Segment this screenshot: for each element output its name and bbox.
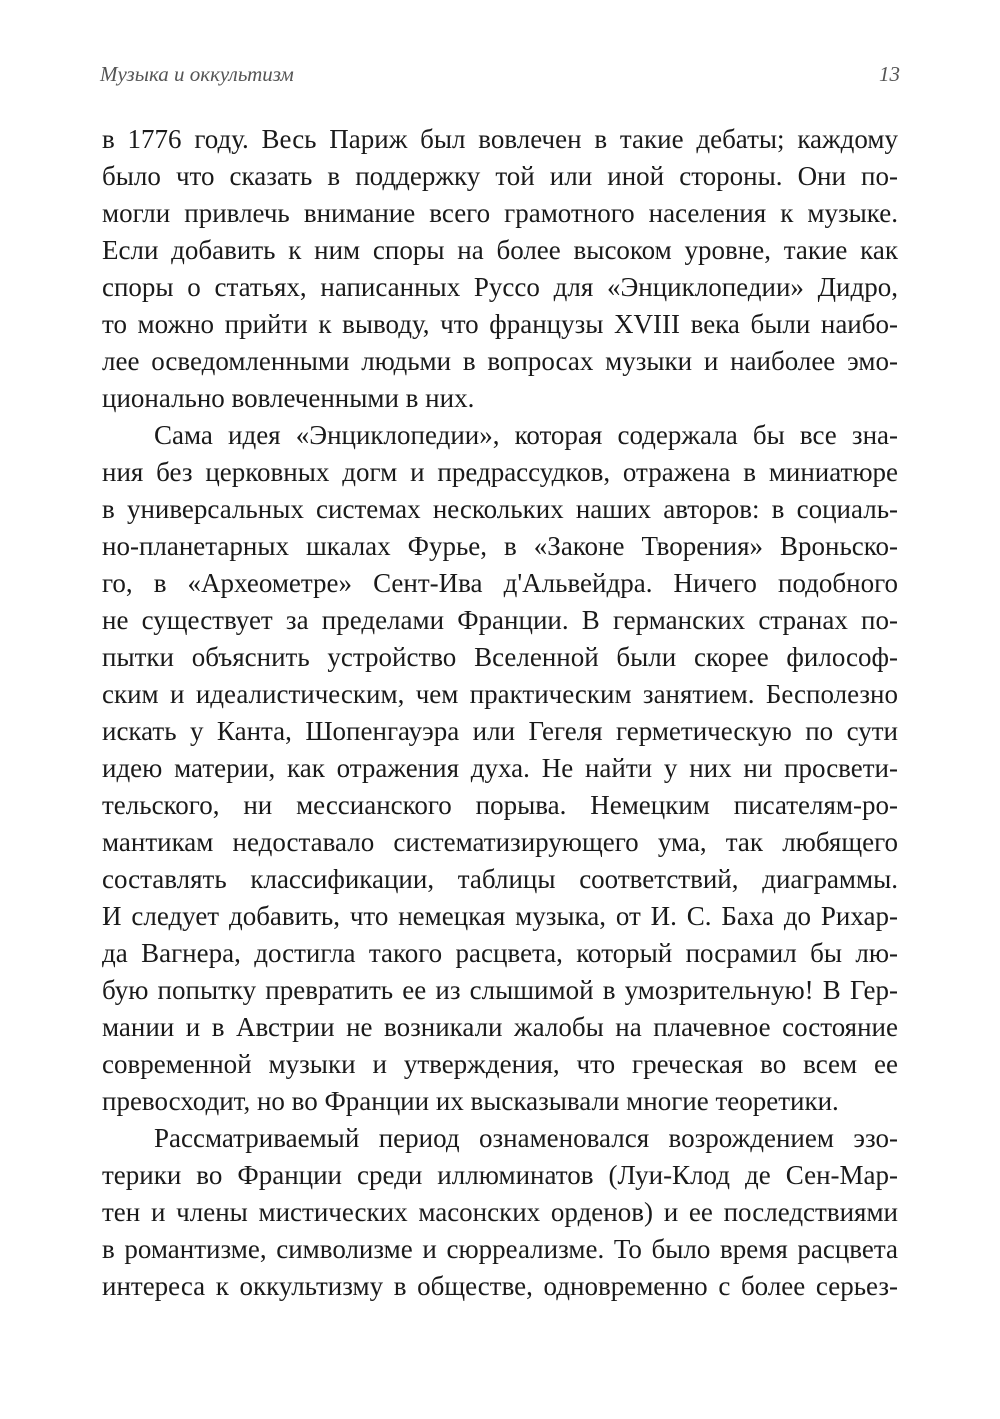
- text-line: в 1776 году. Весь Париж был вовлечен в такие дебаты; каждому: [102, 124, 898, 154]
- text-line: искать у Канта, Шопенгауэра или Гегеля герметическую по сути: [102, 716, 898, 746]
- text-line: в универсальных системах нескольких наших авторов: в социаль-: [102, 494, 898, 524]
- text-line: но-планетарных шкалах Фурье, в «Законе Творения» Вроньско-: [102, 531, 898, 561]
- page-number: 13: [879, 62, 900, 86]
- paragraph-3: [102, 1120, 898, 1305]
- text-line: споры о статьях, написанных Руссо для «Энциклопедии» Дидро,: [102, 272, 898, 302]
- running-head: [100, 62, 900, 90]
- text-line: в романтизме, символизме и сюрреализме. То было время расцвета: [102, 1234, 898, 1264]
- text-line: превосходит, но во Франции их высказывали многие теоретики.: [102, 1086, 839, 1116]
- text-line: го, в «Археометре» Сент-Ива д'Альвейдра. Ничего подобного: [102, 568, 898, 598]
- running-title: Музыка и оккультизм: [100, 62, 294, 86]
- text-line: не существует за пределами Франции. В германских странах по-: [102, 605, 898, 635]
- text-line: ским и идеалистическим, чем практическим занятием. Бесполезно: [102, 679, 898, 709]
- text-line: Если добавить к ним споры на более высоком уровне, такие как: [102, 235, 898, 265]
- text-line: интереса к оккультизму в обществе, одновременно с более серьез-: [102, 1271, 898, 1301]
- text-line: идею материи, как отражения духа. Не найти у них ни просвети-: [102, 753, 898, 783]
- text-line: да Вагнера, достигла такого расцвета, который посрамил бы лю-: [102, 938, 898, 968]
- text-line: то можно прийти к выводу, что французы XVIII века были наибо-: [102, 309, 898, 339]
- text-line: могли привлечь внимание всего грамотного населения к музыке.: [102, 198, 898, 228]
- text-line: лее осведомленными людьми в вопросах музыки и наиболее эмо-: [102, 346, 898, 376]
- text-line: Сама идея «Энциклопедии», которая содержала бы все зна-: [154, 420, 898, 450]
- text-line: тен и члены мистических масонских орденов) и ее последствиями: [102, 1197, 898, 1227]
- text-line: терики во Франции среди иллюминатов (Луи-Клод де Сен-Мар-: [102, 1160, 898, 1190]
- text-line: современной музыки и утверждения, что греческая во всем ее: [102, 1049, 898, 1079]
- text-line: было что сказать в поддержку той или иной стороны. Они по-: [102, 161, 898, 191]
- text-line: тельского, ни мессианского порыва. Немецким писателям-ро-: [102, 790, 898, 820]
- text-line: мантикам недоставало систематизирующего ума, так любящего: [102, 827, 898, 857]
- text-line: ния без церковных догм и предрассудков, отражена в миниатюре: [102, 457, 898, 487]
- text-line: пытки объяснить устройство Вселенной были скорее философ-: [102, 642, 898, 672]
- body-text: [102, 121, 898, 1305]
- text-line: мании и в Австрии не возникали жалобы на плачевное состояние: [102, 1012, 898, 1042]
- text-line: составлять классификации, таблицы соответствий, диаграммы.: [102, 864, 898, 894]
- paragraph-1: [102, 121, 898, 417]
- text-line: Рассматриваемый период ознаменовался возрождением эзо-: [154, 1123, 898, 1153]
- text-line: И следует добавить, что немецкая музыка, от И. С. Баха до Рихар-: [102, 901, 898, 931]
- paragraph-2: [102, 417, 898, 1120]
- text-line: бую попытку превратить ее из слышимой в умозрительную! В Гер-: [102, 975, 898, 1005]
- text-line: ционально вовлеченными в них.: [102, 383, 475, 413]
